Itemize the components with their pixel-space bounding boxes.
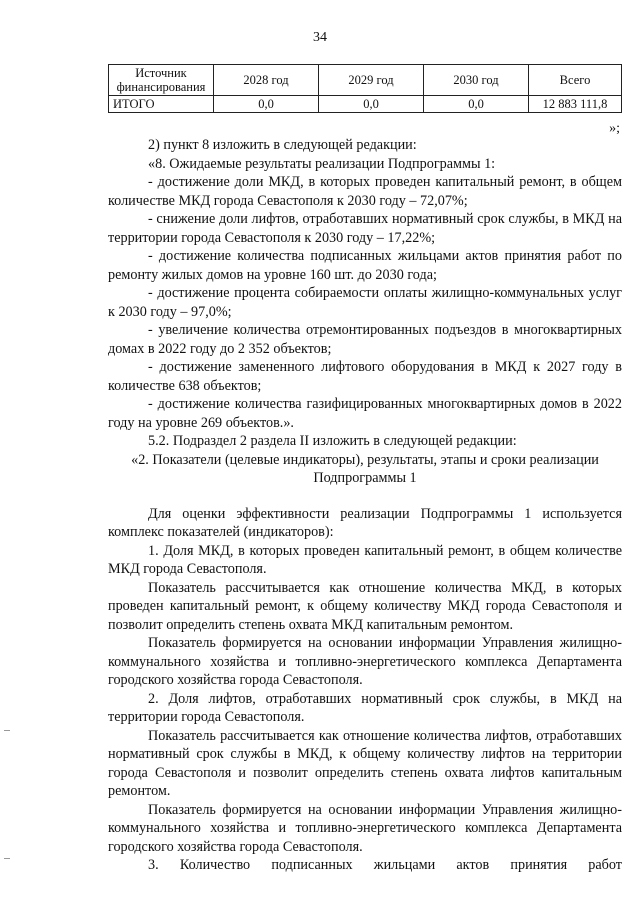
paragraph: Показатель рассчитывается как отношение количества МКД, в которых проведен капитальный ремонт, к общему количеству МКД города Севастополя и позволит определить степень охвата МКД капитальным ремонтом. bbox=[108, 579, 622, 633]
paragraph: «8. Ожидаемые результаты реализации Подпрограммы 1: bbox=[148, 155, 496, 172]
paragraph: - достижение замененного лифтового оборудования в МКД к 2027 году в количестве 638 объектов; bbox=[108, 359, 622, 394]
paragraph: 2) пункт 8 изложить в следующей редакции: bbox=[148, 137, 417, 153]
column-header-source: Источник финансирования bbox=[109, 65, 214, 96]
paragraph: - увеличение количества отремонтированных подъездов в многоквартирных домах в 2022 году до 2 352 объектов; bbox=[108, 322, 622, 357]
paragraph: - достижение процента собираемости оплаты жилищно-коммунальных услуг к 2030 году – 97,0%; bbox=[108, 285, 622, 320]
paragraph: Показатель формируется на основании информации Управления жилищно-коммунального хозяйства и топливно-энергетического комплекса Департамента городского хозяйства города Севастополя. bbox=[108, 635, 622, 688]
closing-quote: »; bbox=[609, 121, 620, 136]
scan-margin-mark bbox=[4, 858, 10, 859]
column-header-2028: 2028 год bbox=[214, 65, 319, 96]
paragraph: - достижение количества газифицированных многоквартирных домов в 2022 году на уровне 269 объектов.». bbox=[108, 396, 622, 431]
scan-margin-mark bbox=[4, 730, 10, 731]
paragraph: 2. Доля лифтов, отработавших нормативный срок службы, в МКД на территории города Севастополя. bbox=[108, 690, 622, 725]
financing-table bbox=[108, 64, 622, 113]
paragraph: - достижение доли МКД, в которых проведен капитальный ремонт, в общем количестве МКД города Севастополя к 2030 году – 72,07%; bbox=[108, 174, 622, 209]
table-cell: 0,0 bbox=[424, 96, 529, 113]
paragraph: 3. Количество подписанных жильцами актов принятия работ bbox=[148, 857, 622, 873]
paragraph: - снижение доли лифтов, отработавших нормативный срок службы, в МКД на территории города Севастополя к 2030 году – 17,22%; bbox=[108, 211, 622, 246]
paragraph: Для оценки эффективности реализации Подпрограммы 1 используется комплекс показателей (индикаторов): bbox=[108, 505, 622, 540]
table-row bbox=[109, 96, 622, 113]
column-header-2029: 2029 год bbox=[319, 65, 424, 96]
document-body bbox=[108, 136, 622, 875]
column-header-total: Всего bbox=[529, 65, 622, 96]
paragraph: Показатель формируется на основании информации Управления жилищно-коммунального хозяйства и топливно-энергетического комплекса Департамента городского хозяйства города Севастополя. bbox=[108, 801, 622, 855]
table-cell: 0,0 bbox=[214, 96, 319, 113]
page-number: 34 bbox=[313, 30, 327, 45]
paragraph: 1. Доля МКД, в которых проведен капитальный ремонт, в общем количестве МКД города Севастополя. bbox=[108, 542, 622, 577]
table-header-row bbox=[109, 65, 622, 96]
column-header-2030: 2030 год bbox=[424, 65, 529, 96]
table-cell: ИТОГО bbox=[109, 96, 214, 113]
table-cell: 0,0 bbox=[319, 96, 424, 113]
paragraph: 5.2. Подраздел 2 раздела II изложить в следующей редакции: bbox=[148, 433, 517, 449]
paragraph: - достижение количества подписанных жильцами актов принятия работ по ремонту жилых домов на уровне 160 шт. до 2030 года; bbox=[108, 248, 622, 283]
paragraph: Показатель рассчитывается как отношение количества лифтов, отработавших нормативный срок службы в МКД, к общему количеству лифтов на территории города Севастополя и позволит определить степень охвата лифтов капитальным ремонтом. bbox=[108, 727, 622, 799]
table-cell: 12 883 111,8 bbox=[529, 96, 622, 113]
section-heading: «2. Показатели (целевые индикаторы), результаты, этапы и сроки реализации Подпрограммы 1 bbox=[131, 451, 599, 486]
